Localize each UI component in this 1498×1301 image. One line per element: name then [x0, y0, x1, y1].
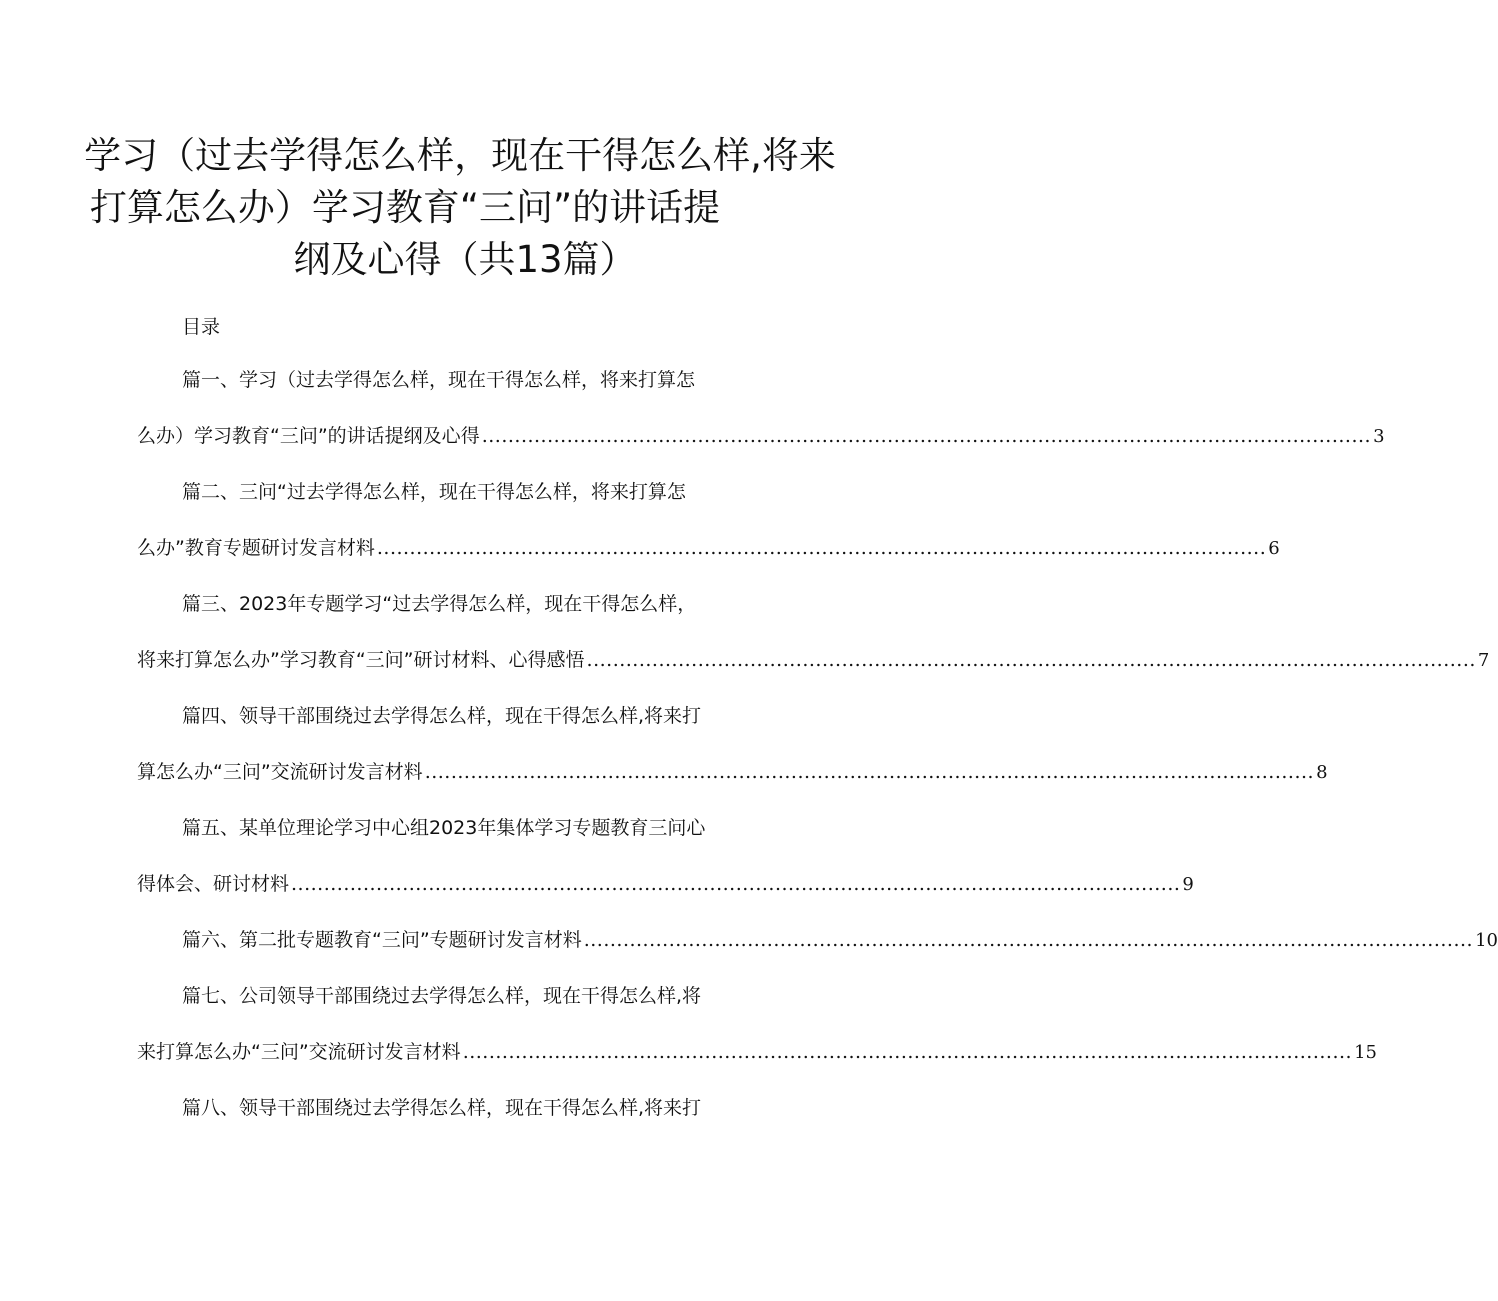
dot-leader: ........................................................................................................................................ [481, 425, 1372, 447]
dot-leader: ........................................................................................................................................ [586, 649, 1476, 671]
toc-entry-3-last-line[interactable] [137, 646, 1490, 675]
title-line-1: 学习（过去学得怎么样，现在干得怎么样,将来 [84, 134, 836, 177]
toc-entry-5-last-line[interactable] [137, 870, 1194, 899]
toc-heading: 目录 [182, 316, 221, 338]
toc-page-number: 7 [1477, 650, 1490, 671]
toc-page-number: 6 [1268, 538, 1280, 559]
toc-entry-7-first-line[interactable] [182, 982, 701, 1010]
toc-page-number: 10 [1475, 930, 1498, 951]
toc-entry-text: 将来打算怎么办”学习教育“三问”研讨材料、心得感悟 [137, 649, 585, 671]
toc-entry-6-line[interactable] [182, 926, 1498, 955]
toc-page-number: 8 [1316, 762, 1328, 783]
toc-entry-text: 篇七、公司领导干部围绕过去学得怎么样，现在干得怎么样,将 [182, 985, 702, 1007]
dot-leader: ........................................................................................................................................ [583, 929, 1474, 951]
toc-entry-5-first-line[interactable] [182, 814, 705, 842]
toc-entry-text: 篇三、2023年专题学习“过去学得怎么样，现在干得怎么样， [182, 593, 697, 615]
toc-entry-text: 篇八、领导干部围绕过去学得怎么样，现在干得怎么样,将来打 [182, 1097, 702, 1119]
toc-entry-2-first-line[interactable] [182, 478, 686, 506]
title-line-3: 纲及心得（共13篇） [293, 238, 637, 281]
toc-entry-text: 篇五、某单位理论学习中心组2023年集体学习专题教育三问心 [182, 817, 706, 839]
toc-page-number: 9 [1182, 874, 1194, 895]
toc-entry-text: 么办”教育专题研讨发言材料 [137, 537, 375, 559]
dot-leader: ........................................................................................................................................ [424, 761, 1315, 783]
dot-leader: ........................................................................................................................................ [376, 537, 1267, 559]
toc-page-number: 15 [1354, 1042, 1377, 1063]
toc-entry-text: 算怎么办“三问”交流研讨发言材料 [137, 761, 423, 783]
toc-entry-text: 篇一、学习（过去学得怎么样，现在干得怎么样，将来打算怎 [182, 369, 696, 391]
dot-leader: ........................................................................................................................................ [462, 1041, 1353, 1063]
toc-entry-1-first-line[interactable] [182, 366, 695, 394]
toc-entry-4-first-line[interactable] [182, 702, 701, 730]
toc-entry-1-last-line[interactable] [137, 422, 1385, 451]
toc-entry-text: 篇四、领导干部围绕过去学得怎么样，现在干得怎么样,将来打 [182, 705, 702, 727]
toc-entry-text: 得体会、研讨材料 [137, 873, 290, 895]
title-line-2: 打算怎么办）学习教育“三问”的讲话提 [89, 186, 721, 229]
toc-entry-4-last-line[interactable] [137, 758, 1328, 787]
dot-leader: ........................................................................................................................................ [291, 873, 1181, 895]
toc-entry-8-first-line[interactable] [182, 1094, 701, 1122]
toc-entry-3-first-line[interactable] [182, 590, 696, 618]
toc-entry-2-last-line[interactable] [137, 534, 1280, 563]
toc-entry-text: 篇六、第二批专题教育“三问”专题研讨发言材料 [182, 929, 582, 951]
toc-page-number: 3 [1373, 426, 1385, 447]
toc-entry-text: 么办）学习教育“三问”的讲话提纲及心得 [137, 425, 480, 447]
toc-entry-7-last-line[interactable] [137, 1038, 1377, 1067]
toc-entry-text: 来打算怎么办“三问”交流研讨发言材料 [137, 1041, 461, 1063]
toc-entry-text: 篇二、三问“过去学得怎么样，现在干得怎么样，将来打算怎 [182, 481, 686, 503]
